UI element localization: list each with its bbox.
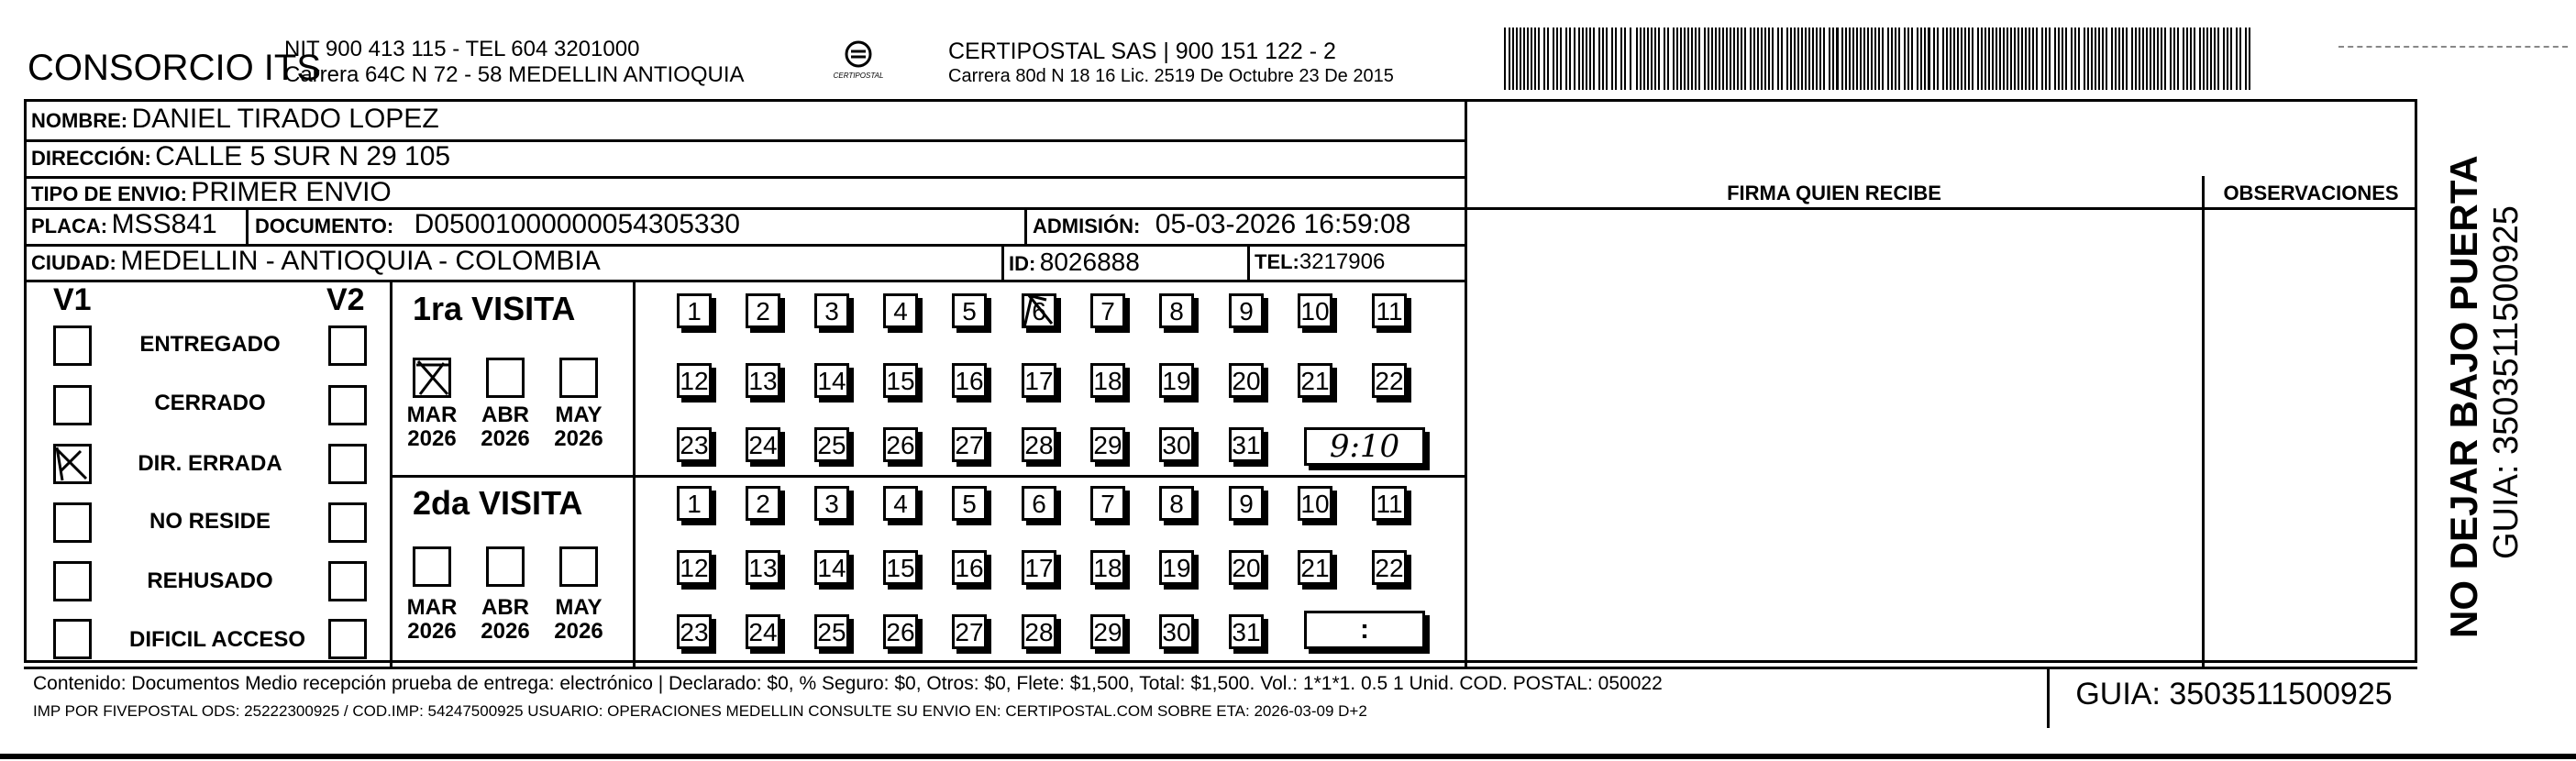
second-day-7[interactable]: 7 <box>1090 486 1125 521</box>
tel-value: 3217906 <box>1299 249 1386 274</box>
second-day-23[interactable]: 23 <box>677 614 712 649</box>
v1-no-reside-checkbox[interactable] <box>53 502 92 543</box>
first-day-15[interactable]: 15 <box>883 363 918 398</box>
second-day-31[interactable]: 31 <box>1229 614 1264 649</box>
first-day-5[interactable]: 5 <box>952 293 987 328</box>
first-day-11[interactable]: 11 <box>1372 293 1407 328</box>
second-day-25[interactable]: 25 <box>814 614 849 649</box>
company-nit: NIT 900 413 115 - TEL 604 3201000 <box>284 37 640 61</box>
second-year-may: 2026 <box>554 619 603 644</box>
first-day-18[interactable]: 18 <box>1090 363 1125 398</box>
v1-rehusado-checkbox[interactable] <box>53 561 92 601</box>
first-abr-checkbox[interactable] <box>486 358 525 398</box>
first-mar-checkbox[interactable] <box>413 358 451 398</box>
second-may-checkbox[interactable] <box>559 546 598 587</box>
check-mark-icon <box>53 444 92 484</box>
footer-guia: GUIA: 3503511500925 <box>2075 677 2393 711</box>
second-day-24[interactable]: 24 <box>746 614 780 649</box>
second-day-17[interactable]: 17 <box>1022 550 1056 585</box>
first-month-mar: MAR <box>406 403 458 427</box>
first-day-8[interactable]: 8 <box>1159 293 1194 328</box>
first-day-19[interactable]: 19 <box>1159 363 1194 398</box>
first-day-22[interactable]: 22 <box>1372 363 1407 398</box>
footer-print-info: IMP POR FIVEPOSTAL ODS: 25222300925 / COD.IMP: 54247500925 USUARIO: OPERACIONES MEDELLIN CONSULTE SU ENVIO EN: CERTIPOSTAL.COM SOBRE ETA: 2026-03-09 D+2 <box>33 702 1367 720</box>
tel-label: TEL: <box>1255 250 1299 273</box>
first-visit-title: 1ra VISITA <box>413 290 576 327</box>
status-dir-errada: DIR. ERRADA <box>138 451 282 476</box>
first-day-23[interactable]: 23 <box>677 427 712 462</box>
first-day-14[interactable]: 14 <box>814 363 849 398</box>
second-day-15[interactable]: 15 <box>883 550 918 585</box>
second-visit-time-value: : <box>1360 614 1369 645</box>
first-day-4[interactable]: 4 <box>883 293 918 328</box>
certipostal-logo <box>829 39 888 84</box>
check-mark-icon <box>413 358 451 398</box>
second-day-4[interactable]: 4 <box>883 486 918 521</box>
v1-label: V1 <box>53 282 92 317</box>
second-day-10[interactable]: 10 <box>1298 486 1332 521</box>
first-day-2[interactable]: 2 <box>746 293 780 328</box>
barcode <box>1504 28 2256 94</box>
tipo-value: PRIMER ENVIO <box>191 177 392 207</box>
second-day-29[interactable]: 29 <box>1090 614 1125 649</box>
v2-dir-errada-checkbox[interactable] <box>328 444 367 484</box>
ciudad-value: MEDELLIN - ANTIOQUIA - COLOMBIA <box>120 246 601 276</box>
check-mark-icon <box>1019 291 1061 333</box>
documento-value: D05001000000054305330 <box>414 209 740 239</box>
first-day-26[interactable]: 26 <box>883 427 918 462</box>
divider <box>2338 46 2568 48</box>
second-month-abr: ABR <box>481 595 529 620</box>
company-address: Carrera 64C N 72 - 58 MEDELLIN ANTIOQUIA <box>284 62 745 87</box>
second-year-abr: 2026 <box>481 619 530 644</box>
first-day-20[interactable]: 20 <box>1229 363 1264 398</box>
first-day-3[interactable]: 3 <box>814 293 849 328</box>
first-day-30[interactable]: 30 <box>1159 427 1194 462</box>
first-day-25[interactable]: 25 <box>814 427 849 462</box>
direccion-value: CALLE 5 SUR N 29 105 <box>155 141 451 171</box>
courier-address: Carrera 80d N 18 16 Lic. 2519 De Octubre 23 De 2015 <box>948 66 1394 86</box>
second-day-2[interactable]: 2 <box>746 486 780 521</box>
company-name: CONSORCIO ITS <box>28 48 322 88</box>
first-month-may: MAY <box>555 403 603 427</box>
second-day-21[interactable]: 21 <box>1298 550 1332 585</box>
v1-dir-errada-checkbox[interactable] <box>53 444 92 484</box>
firma-header: FIRMA QUIEN RECIBE <box>1727 182 1941 204</box>
courier-name: CERTIPOSTAL SAS | 900 151 122 - 2 <box>948 39 1336 64</box>
second-visit-time[interactable] <box>1304 611 1425 649</box>
status-rehusado: REHUSADO <box>147 568 273 593</box>
second-day-3[interactable]: 3 <box>814 486 849 521</box>
second-day-22[interactable]: 22 <box>1372 550 1407 585</box>
side-warning: NO DEJAR BAJO PUERTA <box>2442 155 2485 638</box>
status-no-reside: NO RESIDE <box>149 509 271 534</box>
second-day-19[interactable]: 19 <box>1159 550 1194 585</box>
admision-label: ADMISIÓN: <box>1033 215 1141 237</box>
second-mar-checkbox[interactable] <box>413 546 451 587</box>
v2-entregado-checkbox[interactable] <box>328 325 367 366</box>
first-day-1[interactable]: 1 <box>677 293 712 328</box>
first-day-16[interactable]: 16 <box>952 363 987 398</box>
first-day-12[interactable]: 12 <box>677 363 712 398</box>
second-month-may: MAY <box>555 595 603 620</box>
second-day-8[interactable]: 8 <box>1159 486 1194 521</box>
second-day-27[interactable]: 27 <box>952 614 987 649</box>
first-day-27[interactable]: 27 <box>952 427 987 462</box>
admision-value: 05-03-2026 16:59:08 <box>1155 209 1411 239</box>
second-day-20[interactable]: 20 <box>1229 550 1264 585</box>
placa-value: MSS841 <box>111 209 217 239</box>
second-day-11[interactable]: 11 <box>1372 486 1407 521</box>
v2-rehusado-checkbox[interactable] <box>328 561 367 601</box>
first-year-may: 2026 <box>554 426 603 451</box>
first-day-9[interactable]: 9 <box>1229 293 1264 328</box>
id-value: 8026888 <box>1039 248 1140 276</box>
v2-cerrado-checkbox[interactable] <box>328 385 367 425</box>
nombre-label: NOMBRE: <box>31 109 128 132</box>
first-year-mar: 2026 <box>407 426 457 451</box>
second-day-18[interactable]: 18 <box>1090 550 1125 585</box>
second-visit-title: 2da VISITA <box>413 484 583 522</box>
second-day-28[interactable]: 28 <box>1022 614 1056 649</box>
direccion-label: DIRECCIÓN: <box>31 147 151 170</box>
second-month-mar: MAR <box>406 595 458 620</box>
second-day-6[interactable]: 6 <box>1022 486 1056 521</box>
first-month-abr: ABR <box>481 403 529 427</box>
first-day-7[interactable]: 7 <box>1090 293 1125 328</box>
first-day-6-label: 6 <box>1032 297 1046 325</box>
observaciones-header: OBSERVACIONES <box>2223 182 2399 204</box>
v2-no-reside-checkbox[interactable] <box>328 502 367 543</box>
first-day-31[interactable]: 31 <box>1229 427 1264 462</box>
first-day-17[interactable]: 17 <box>1022 363 1056 398</box>
first-day-13[interactable]: 13 <box>746 363 780 398</box>
first-day-6[interactable] <box>1022 293 1056 328</box>
status-cerrado: CERRADO <box>154 391 266 415</box>
first-day-29[interactable]: 29 <box>1090 427 1125 462</box>
placa-label: PLACA: <box>31 215 108 237</box>
status-entregado: ENTREGADO <box>139 332 281 357</box>
side-guia: GUIA: 3503511500925 <box>2487 205 2526 559</box>
first-day-28[interactable]: 28 <box>1022 427 1056 462</box>
second-abr-checkbox[interactable] <box>486 546 525 587</box>
logo-text: CERTIPOSTAL <box>833 72 884 80</box>
first-may-checkbox[interactable] <box>559 358 598 398</box>
ciudad-label: CIUDAD: <box>31 251 116 274</box>
second-day-13[interactable]: 13 <box>746 550 780 585</box>
first-visit-time-value: 9:10 <box>1329 428 1400 465</box>
second-day-5[interactable]: 5 <box>952 486 987 521</box>
v1-dificil-acceso-checkbox[interactable] <box>53 619 92 659</box>
v2-label: V2 <box>326 282 365 317</box>
first-year-abr: 2026 <box>481 426 530 451</box>
footer-content: Contenido: Documentos Medio recepción prueba de entrega: electrónico | Declarado: $0, % Seguro: $0, Otros: $0, Flete: $1,500, Total: $1,500. Vol.: 1*1*1. 0.5 1 Unid. COD. POSTAL: 050022 <box>33 673 1663 694</box>
second-day-26[interactable]: 26 <box>883 614 918 649</box>
second-day-30[interactable]: 30 <box>1159 614 1194 649</box>
second-year-mar: 2026 <box>407 619 457 644</box>
second-day-9[interactable]: 9 <box>1229 486 1264 521</box>
second-day-1[interactable]: 1 <box>677 486 712 521</box>
v1-entregado-checkbox[interactable] <box>53 325 92 366</box>
v1-cerrado-checkbox[interactable] <box>53 385 92 425</box>
second-day-12[interactable]: 12 <box>677 550 712 585</box>
first-day-10[interactable]: 10 <box>1298 293 1332 328</box>
nombre-value: DANIEL TIRADO LOPEZ <box>131 104 439 134</box>
id-label: ID: <box>1009 252 1036 275</box>
documento-label: DOCUMENTO: <box>255 215 394 237</box>
first-day-24[interactable]: 24 <box>746 427 780 462</box>
status-dificil-acceso: DIFICIL ACCESO <box>128 627 305 652</box>
second-day-14[interactable]: 14 <box>814 550 849 585</box>
first-day-21[interactable]: 21 <box>1298 363 1332 398</box>
tipo-label: TIPO DE ENVIO: <box>31 182 187 205</box>
second-day-16[interactable]: 16 <box>952 550 987 585</box>
first-visit-time[interactable] <box>1304 427 1425 466</box>
